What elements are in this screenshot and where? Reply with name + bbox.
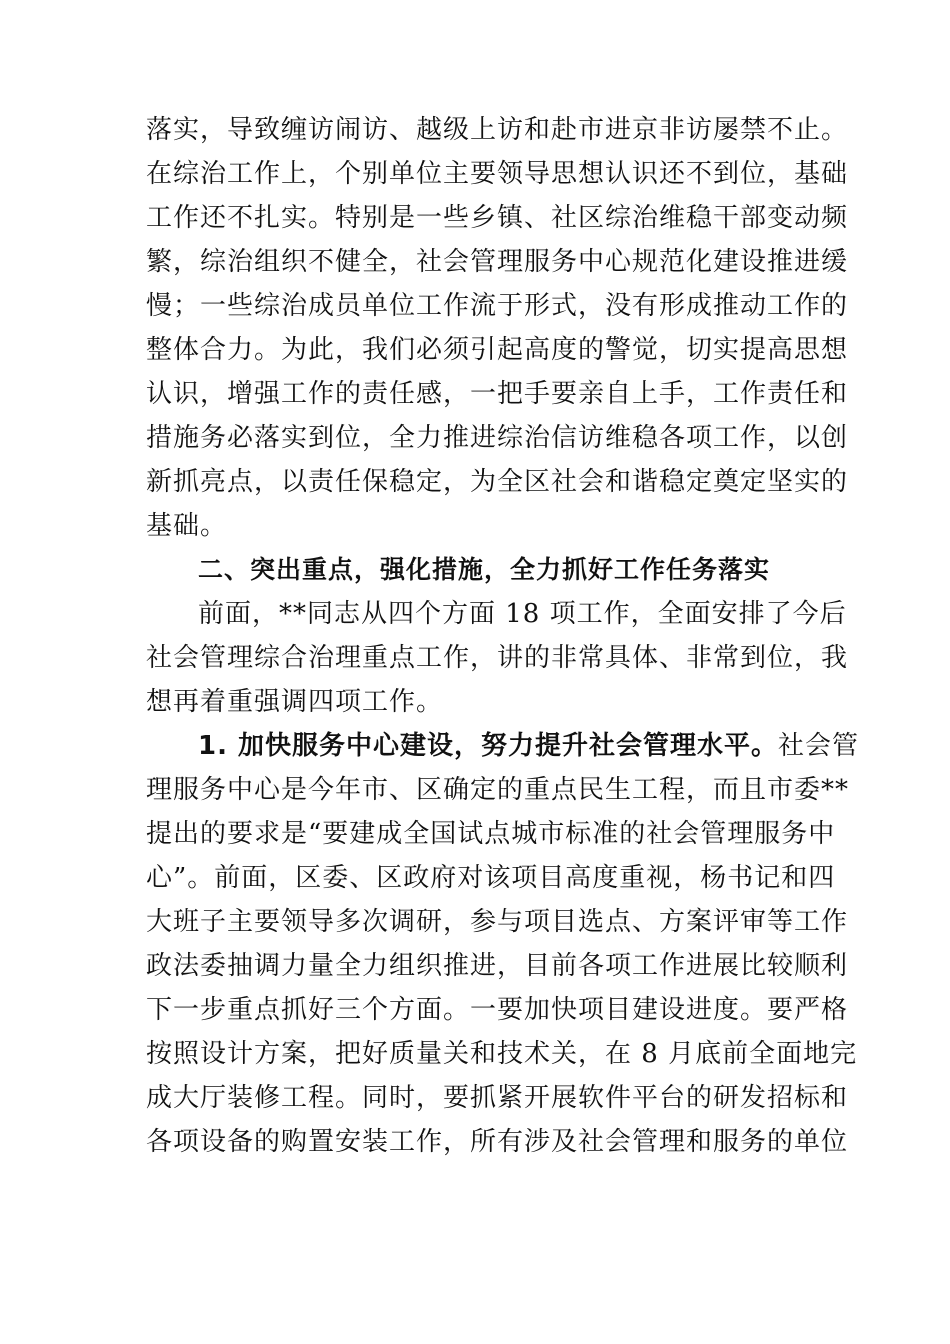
text-line: 政法委抽调力量全力组织推进，目前各项工作进展比较顺利	[146, 951, 849, 981]
text-line: 繁，综治组织不健全，社会管理服务中心规范化建设推进缓	[146, 247, 849, 277]
text-line: 下一步重点抓好三个方面。一要加快项目建设进度。要严格	[146, 995, 849, 1025]
paragraph-first-line	[146, 724, 860, 768]
text-line: 社会管理综合治理重点工作，讲的非常具体、非常到位，我	[146, 643, 849, 673]
document-body	[146, 108, 860, 1164]
text-line: 在综治工作上，个别单位主要领导思想认识还不到位，基础	[146, 159, 849, 189]
text-line: 前面，**同志从四个方面 18 项工作，全面安排了今后	[198, 599, 847, 629]
text-line: 提出的要求是“要建成全国试点城市标准的社会管理服务中	[146, 819, 836, 849]
text-line: 想再着重强调四项工作。	[146, 687, 444, 717]
text-line: 成大厅装修工程。同时，要抓紧开展软件平台的研发招标和	[146, 1083, 849, 1113]
text-line: 认识，增强工作的责任感，一把手要亲自上手，工作责任和	[146, 379, 849, 409]
text-fragment: 社会管	[778, 731, 860, 761]
text-line: 心”。前面，区委、区政府对该项目高度重视，杨书记和四	[146, 863, 836, 893]
text-line: 落实，导致缠访闹访、越级上访和赴市进京非访屡禁不止。	[146, 115, 849, 145]
text-line: 按照设计方案，把好质量关和技术关，在 8 月底前全面地完	[146, 1039, 858, 1069]
section-heading: 二、突出重点，强化措施，全力抓好工作任务落实	[198, 555, 771, 584]
text-line: 新抓亮点，以责任保稳定，为全区社会和谐稳定奠定坚实的	[146, 467, 849, 497]
text-line: 措施务必落实到位，全力推进综治信访维稳各项工作，以创	[146, 423, 849, 453]
text-line: 工作还不扎实。特别是一些乡镇、社区综治维稳干部变动频	[146, 203, 849, 233]
subsection-heading: 1. 加快服务中心建设，努力提升社会管理水平。	[198, 731, 779, 761]
text-line: 慢；一些综治成员单位工作流于形式，没有形成推动工作的	[146, 291, 849, 321]
text-line: 基础。	[146, 511, 228, 541]
text-line: 各项设备的购置安装工作，所有涉及社会管理和服务的单位	[146, 1127, 849, 1157]
text-line: 大班子主要领导多次调研，参与项目选点、方案评审等工作	[146, 907, 849, 937]
text-line: 理服务中心是今年市、区确定的重点民生工程，而且市委**	[146, 775, 850, 805]
text-line: 整体合力。为此，我们必须引起高度的警觉，切实提高思想	[146, 335, 849, 365]
